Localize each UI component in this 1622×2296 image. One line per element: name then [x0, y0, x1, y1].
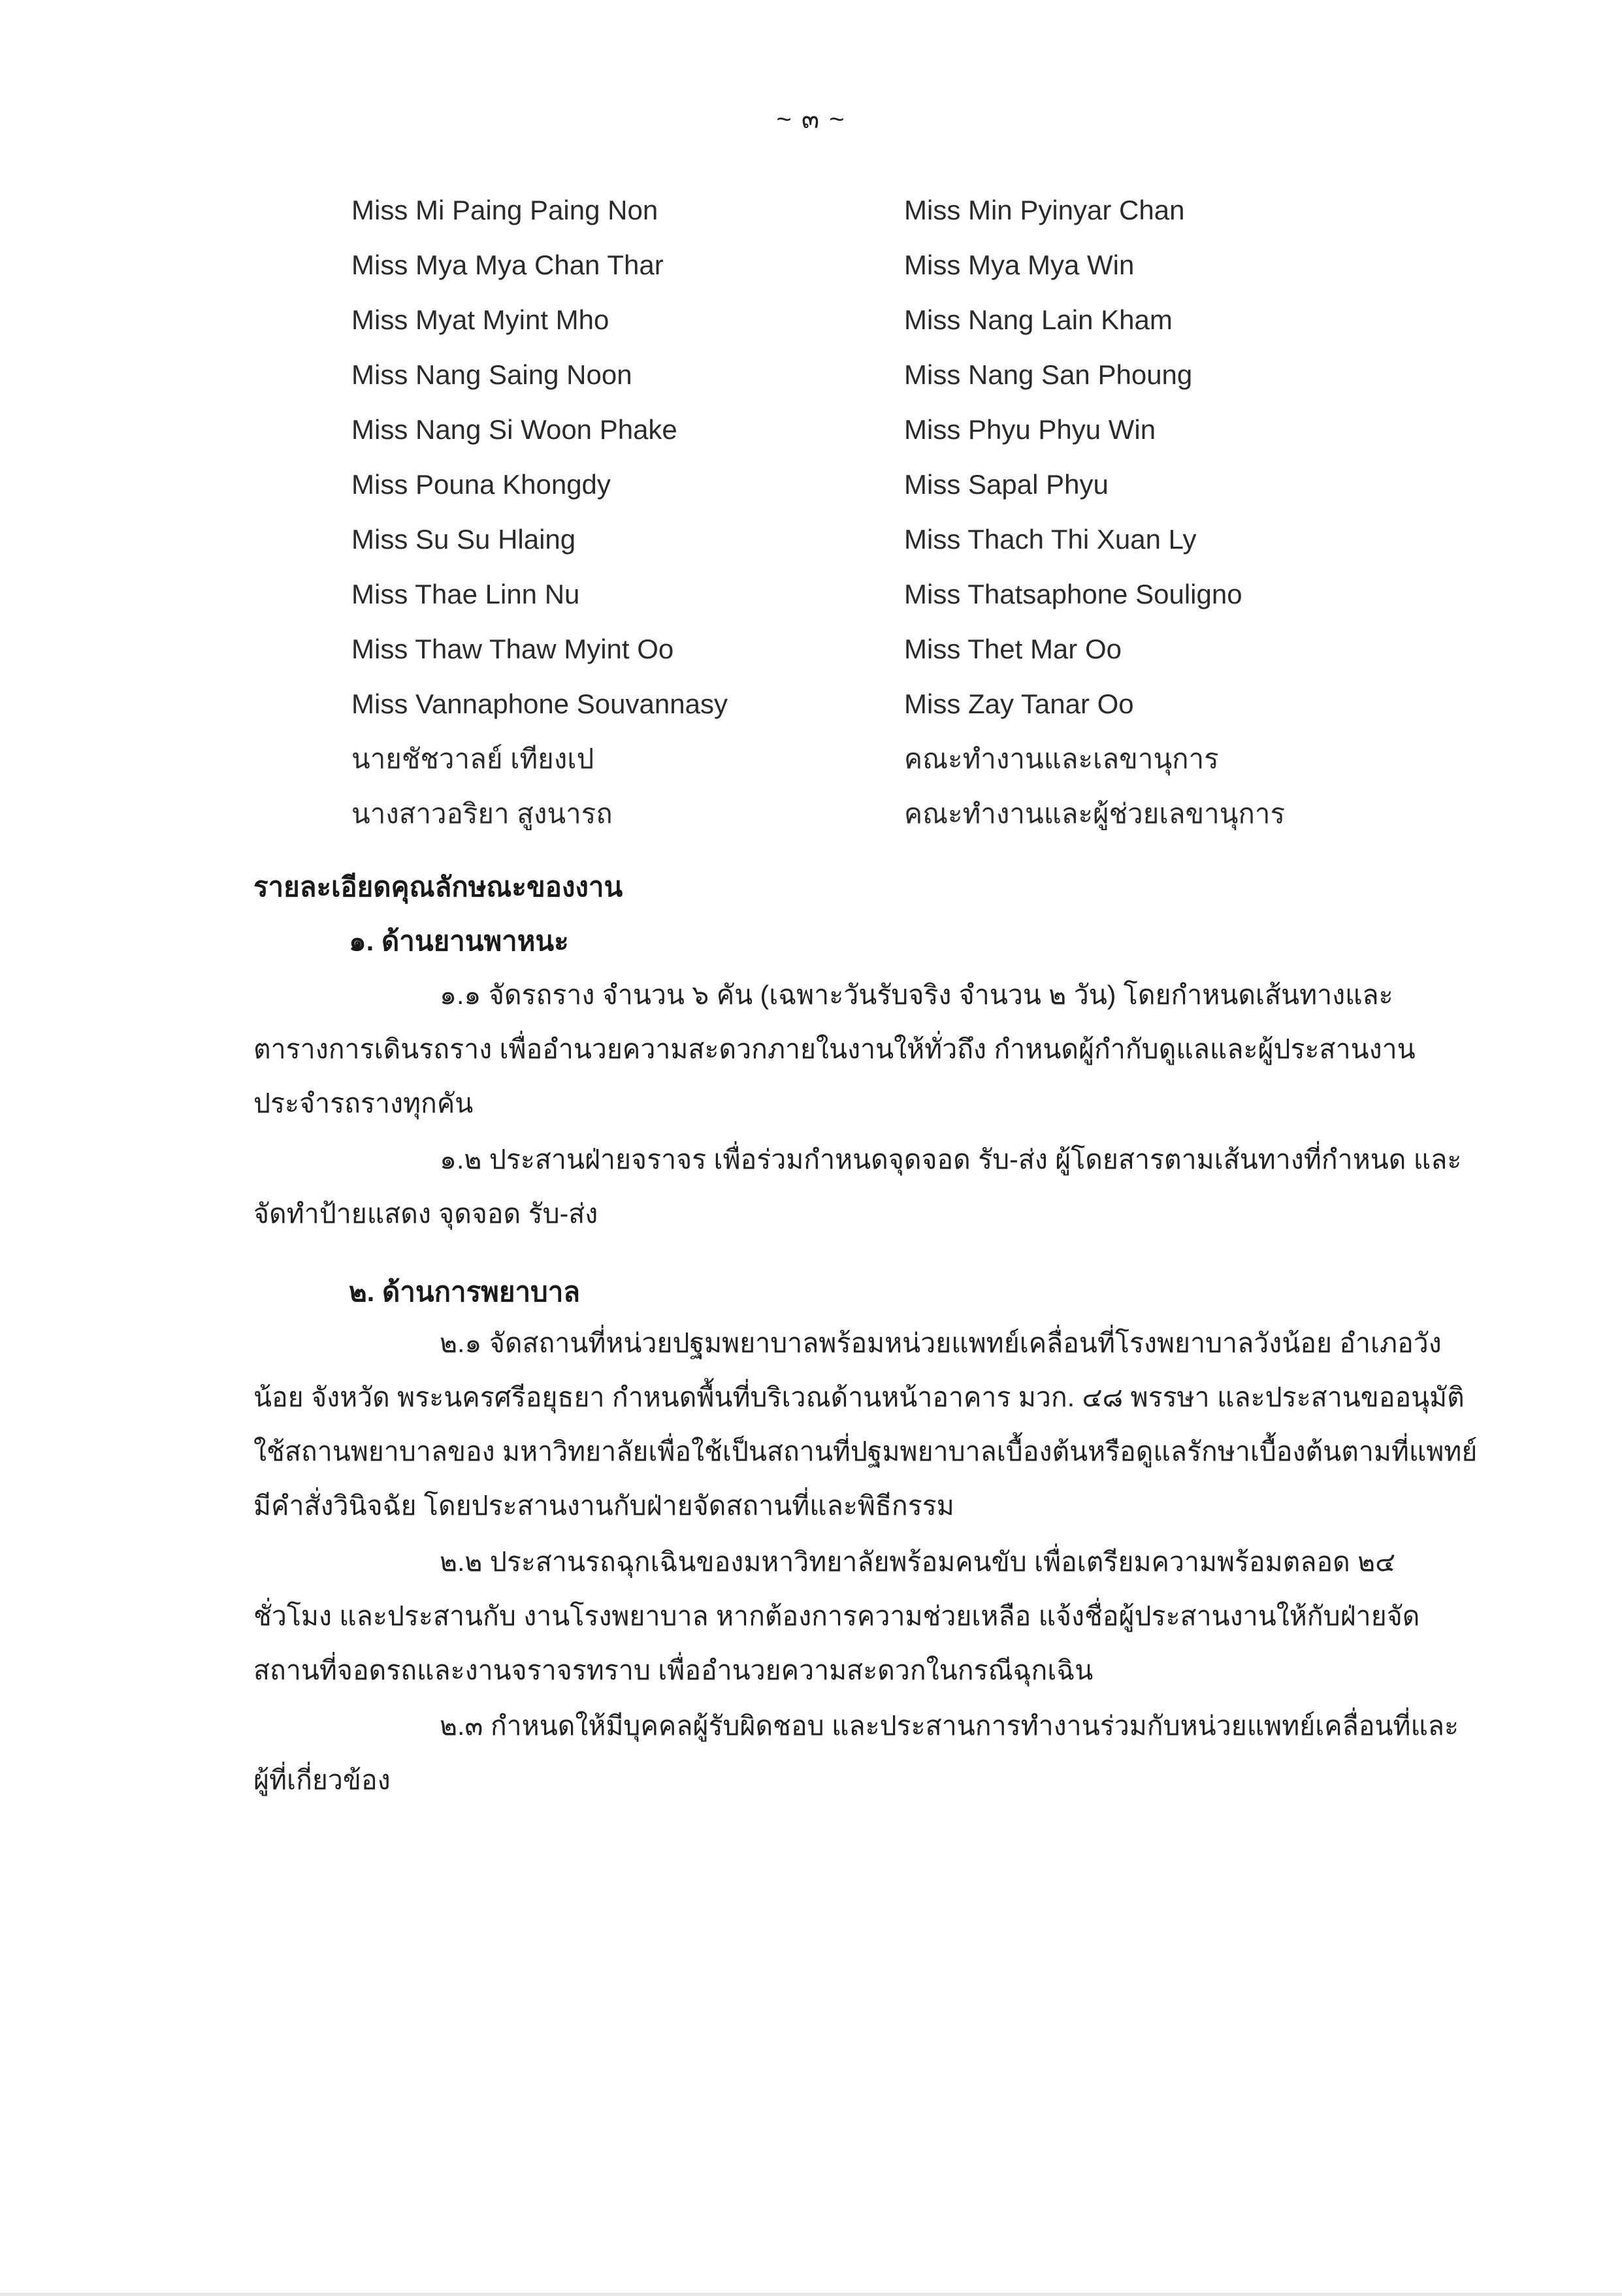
section-2-item-3	[253, 1699, 1459, 1807]
name-row	[351, 786, 1527, 841]
name-row	[351, 183, 1527, 238]
paragraph-line: น้อย จังหวัด พระนครศรีอยุธยา กำหนดพื้นที่บริเวณด้านหน้าอาคาร มวก. ๔๘ พรรษา และประสานขออนุมัติ	[253, 1382, 1465, 1412]
name-right: คณะทำงานและผู้ช่วยเลขานุการ	[904, 798, 1286, 829]
paragraph-line: จัดทำป้ายแสดง จุดจอด รับ-ส่ง	[253, 1199, 598, 1229]
names-list	[351, 183, 1527, 841]
name-row	[351, 512, 1527, 567]
name-right: คณะทำงานและเลขานุการ	[904, 743, 1219, 774]
paragraph-line: ตารางการเดินรถราง เพื่ออำนวยความสะดวกภายในงานให้ทั่วถึง กำหนดผู้กำกับดูแลและผู้ประสานงาน	[253, 1034, 1416, 1064]
name-right: Miss Nang Lain Kham	[904, 304, 1173, 335]
paragraph-line: มีคำสั่งวินิจฉัย โดยประสานงานกับฝ่ายจัดสถานที่และพิธีกรรม	[253, 1491, 954, 1521]
name-left: Miss Thaw Thaw Myint Oo	[351, 634, 674, 664]
scan-edge	[0, 2293, 1622, 2296]
name-right: Miss Thet Mar Oo	[904, 634, 1122, 664]
paragraph-line: ประจำรถรางทุกคัน	[253, 1088, 474, 1118]
section-1-item-2	[253, 1133, 1462, 1241]
name-right: Miss Thach Thi Xuan Ly	[904, 524, 1197, 555]
section-2-heading: ๒. ด้านการพยาบาล	[349, 1276, 581, 1307]
paragraph-line: ๒.๑ จัดสถานที่หน่วยปฐมพยาบาลพร้อมหน่วยแพทย์เคลื่อนที่โรงพยาบาลวังน้อย อำเภอวัง	[440, 1328, 1442, 1358]
section-1-item-1	[253, 968, 1416, 1131]
name-row	[351, 293, 1527, 348]
name-right: Miss Zay Tanar Oo	[904, 688, 1134, 719]
page-number: ~ ๓ ~	[776, 105, 846, 134]
name-right: Miss Mya Mya Win	[904, 250, 1135, 280]
name-left: Miss Thae Linn Nu	[351, 579, 580, 609]
name-row	[351, 348, 1527, 402]
name-row	[351, 622, 1527, 677]
details-heading: รายละเอียดคุณลักษณะของงาน	[253, 871, 623, 902]
name-left: Miss Myat Myint Mho	[351, 304, 609, 335]
section-2-item-2	[253, 1535, 1420, 1698]
name-right: Miss Min Pyinyar Chan	[904, 195, 1185, 225]
name-row	[351, 567, 1527, 622]
paragraph-line: ๒.๓ กำหนดให้มีบุคคลผู้รับผิดชอบ และประสานการทำงานร่วมกับหน่วยแพทย์เคลื่อนที่และ	[440, 1711, 1459, 1741]
name-right: Miss Phyu Phyu Win	[904, 414, 1156, 445]
section-1-heading: ๑. ด้านยานพาหนะ	[349, 926, 569, 956]
name-left: Miss Mi Paing Paing Non	[351, 195, 658, 225]
name-left: Miss Mya Mya Chan Thar	[351, 250, 664, 280]
name-right: Miss Sapal Phyu	[904, 469, 1109, 500]
paragraph-line: ชั่วโมง และประสานกับ งานโรงพยาบาล หากต้องการความช่วยเหลือ แจ้งชื่อผู้ประสานงานให้กับฝ่ายจัด	[253, 1601, 1420, 1631]
name-left: Miss Su Su Hlaing	[351, 524, 576, 555]
paragraph-line: สถานที่จอดรถและงานจราจรทราบ เพื่ออำนวยความสะดวกในกรณีฉุกเฉิน	[253, 1655, 1094, 1685]
name-left: Miss Nang Saing Noon	[351, 359, 632, 390]
paragraph-line: ๑.๑ จัดรถราง จำนวน ๖ คัน (เฉพาะวันรับจริง จำนวน ๒ วัน) โดยกำหนดเส้นทางและ	[440, 980, 1393, 1010]
name-left: Miss Pouna Khongdy	[351, 469, 611, 500]
paragraph-line: ๒.๒ ประสานรถฉุกเฉินของมหาวิทยาลัยพร้อมคนขับ เพื่อเตรียมความพร้อมตลอด ๒๔	[440, 1547, 1396, 1577]
name-row	[351, 457, 1527, 512]
paragraph-line: ใช้สถานพยาบาลของ มหาวิทยาลัยเพื่อใช้เป็นสถานที่ปฐมพยาบาลเบื้องต้นหรือดูแลรักษาเบื้องต้นตามที่แพทย์	[253, 1436, 1478, 1466]
name-row	[351, 732, 1527, 786]
paragraph-line: ๑.๒ ประสานฝ่ายจราจร เพื่อร่วมกำหนดจุดจอด รับ-ส่ง ผู้โดยสารตามเส้นทางที่กำหนด และ	[440, 1144, 1462, 1174]
paragraph-line: ผู้ที่เกี่ยวข้อง	[253, 1765, 391, 1795]
name-row	[351, 677, 1527, 732]
name-row	[351, 402, 1527, 457]
name-left: Miss Vannaphone Souvannasy	[351, 688, 728, 719]
name-right: Miss Thatsaphone Souligno	[904, 579, 1242, 609]
name-row	[351, 238, 1527, 293]
name-right: Miss Nang San Phoung	[904, 359, 1193, 390]
name-left: นายชัชวาลย์ เทียงเป	[351, 743, 594, 774]
name-left: Miss Nang Si Woon Phake	[351, 414, 677, 445]
section-2-item-1	[253, 1316, 1478, 1533]
name-left: นางสาวอริยา สูงนารถ	[351, 798, 613, 829]
